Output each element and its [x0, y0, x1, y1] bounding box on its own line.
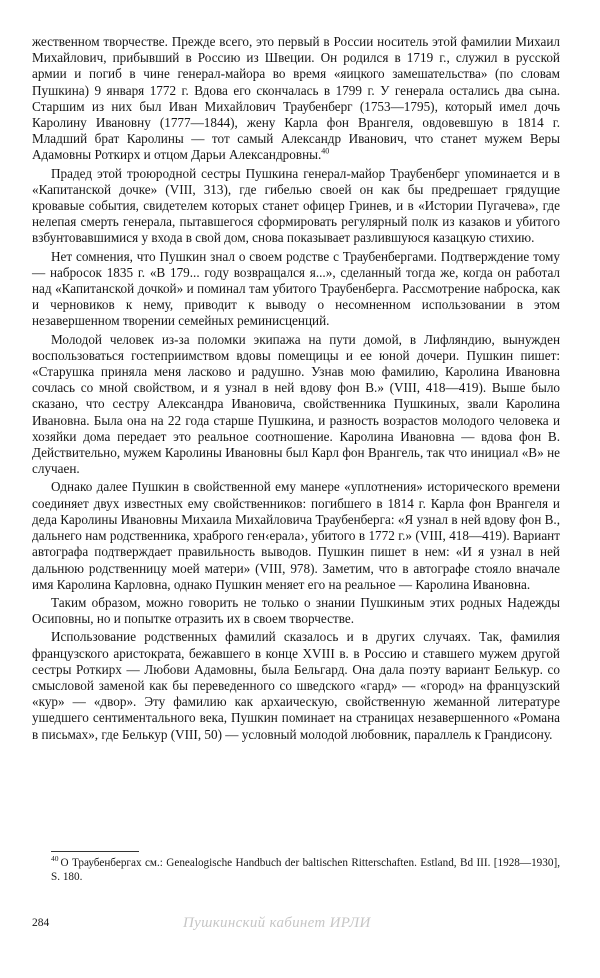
paragraph-2: Прадед этой троюродной сестры Пушкина генерал-майор Траубенберг упоминается и в «Капитанской дочке» (VIII, 313), где гибелью своей он как бы предрешает грядущие кровавые события, свидетелем которых станет офицер Гринев, и в «Истории Пугачева», где нелепая смерть генерала, пытавшегося сформировать регулярный полк из казаков и убитого взбунтовавшимися у входа в свой дом, снова показывает разлившуюся казацкую стихию.: [32, 165, 560, 246]
main-text: [32, 34, 560, 745]
footnote: [51, 856, 560, 884]
footnote-divider: [51, 851, 139, 852]
footnote-reference: 40: [321, 147, 330, 157]
paragraph-1: [32, 34, 560, 164]
page-number: 284: [32, 917, 50, 929]
paragraph-3: Нет сомнения, что Пушкин знал о своем родстве с Траубенбергами. Подтверждение тому — набросок 1835 г. «В 179... году возвращался я...», сделанный тогда же, когда он работал над «Капитанской дочкой» и поминал там убитого Траубенберга. Рассмотрение наброска, как и черновиков к нему, приводит к выводу о несомненном использовании в этом незавершенном творении семейных реминисценций.: [32, 248, 560, 329]
watermark: Пушкинский кабинет ИРЛИ: [183, 915, 371, 931]
footnote-text: О Траубенбергах см.: Genealogische Handbuch der baltischen Ritterschaften. Estland, Bd III. [1928—1930], S. 180.: [51, 857, 560, 883]
paragraph-4: Молодой человек из-за поломки экипажа на пути домой, в Лифляндию, вынужден воспользоваться гостеприимством вдовы помещицы и ее юной дочери. Пушкин пишет: «Старушка приняла меня ласково и радушно. Узнав мою фамилию, Каролина Ивановна сочлась со мной свойством, и я узнал в ней вдову фон В.» (VIII, 418—419). Выше было сказано, что сестру Александра Ивановича, свойственника Пушкиных, звали Каролина Ивановна. Была она на 22 года старше Пушкина, и разность возрастов молодого человека и хозяйки дома передает это реальное соотношение. Каролина Ивановна — вдова фон В. Действительно, мужем Каролины Ивановны был Карл фон Врангель, так что инициал «В» не случаен.: [32, 331, 560, 477]
paragraph-1-text: жественном творчестве. Прежде всего, это первый в России носитель этой фамилии Михаил Михайлович, прибывший в Россию из Швеции. Он родился в 1719 г., служил в русской армии и погиб в чине генерал-майора во время «яицкого замешательства» (по словам Пушкина) 9 января 1772 г. Вдова его скончалась в 1799 г. У генерала остались два сына. Старшим из них был Иван Михайлович Траубенберг (1753—1795), который имел дочь Каролину Ивановну (1777—1844), жену Карла фон Врангеля, овдовевшую в 1814 г. Младший брат Каролины — тот самый Александр Иванович, что станет мужем Веры Адамовны Роткирх и отцом Дарьи Александровны.: [32, 34, 560, 163]
paragraph-7: Использование родственных фамилий сказалось и в других случаях. Так, фамилия французского аристократа, бежавшего в конце XVIII в. в Россию и ставшего мужем другой сестры Роткирх — Любови Адамовны, была Бельгард. Она дала поэту вариант Белькур. со смысловой заменой как бы переведенного со шведского «гард» — «город» на французский «кур» — «двор». Эту фамилию как архаическую, свойственную жеманной литературе ушедшего сентиментального века, Пушкин поминает на страницах незавершенного «Романа в письмах», где Белькур (VIII, 50) — условный молодой любовник, параллель к Грандисону.: [32, 629, 560, 742]
paragraph-6: Таким образом, можно говорить не только о знании Пушкиным этих родных Надежды Осиповны, но и попытке отразить их в своем творчестве.: [32, 594, 560, 627]
footnote-number: 40: [51, 854, 59, 864]
paragraph-5: Однако далее Пушкин в свойственной ему манере «уплотнения» исторического времени соединяет двух известных ему свойственников: погибшего в 1814 г. Карла фон Врангеля и деда Каролины Ивановны Михаила Михайловича Траубенберга: «Я узнал в ней вдову фон В., дальнего нам родственника, храброго ген‹ерала›, убитого в 1772 г.» (VIII, 418—419). Вариант автографа подтверждает правильность выводов. Пушкин пишет в нем: «И я узнал в ней дальнюю родственницу моей матери» (VIII, 978). Заметим, что в автографе стояло вначале имя Каролина Карловна, однако Пушкин меняет его на реальное — Каролина Ивановна.: [32, 479, 560, 592]
